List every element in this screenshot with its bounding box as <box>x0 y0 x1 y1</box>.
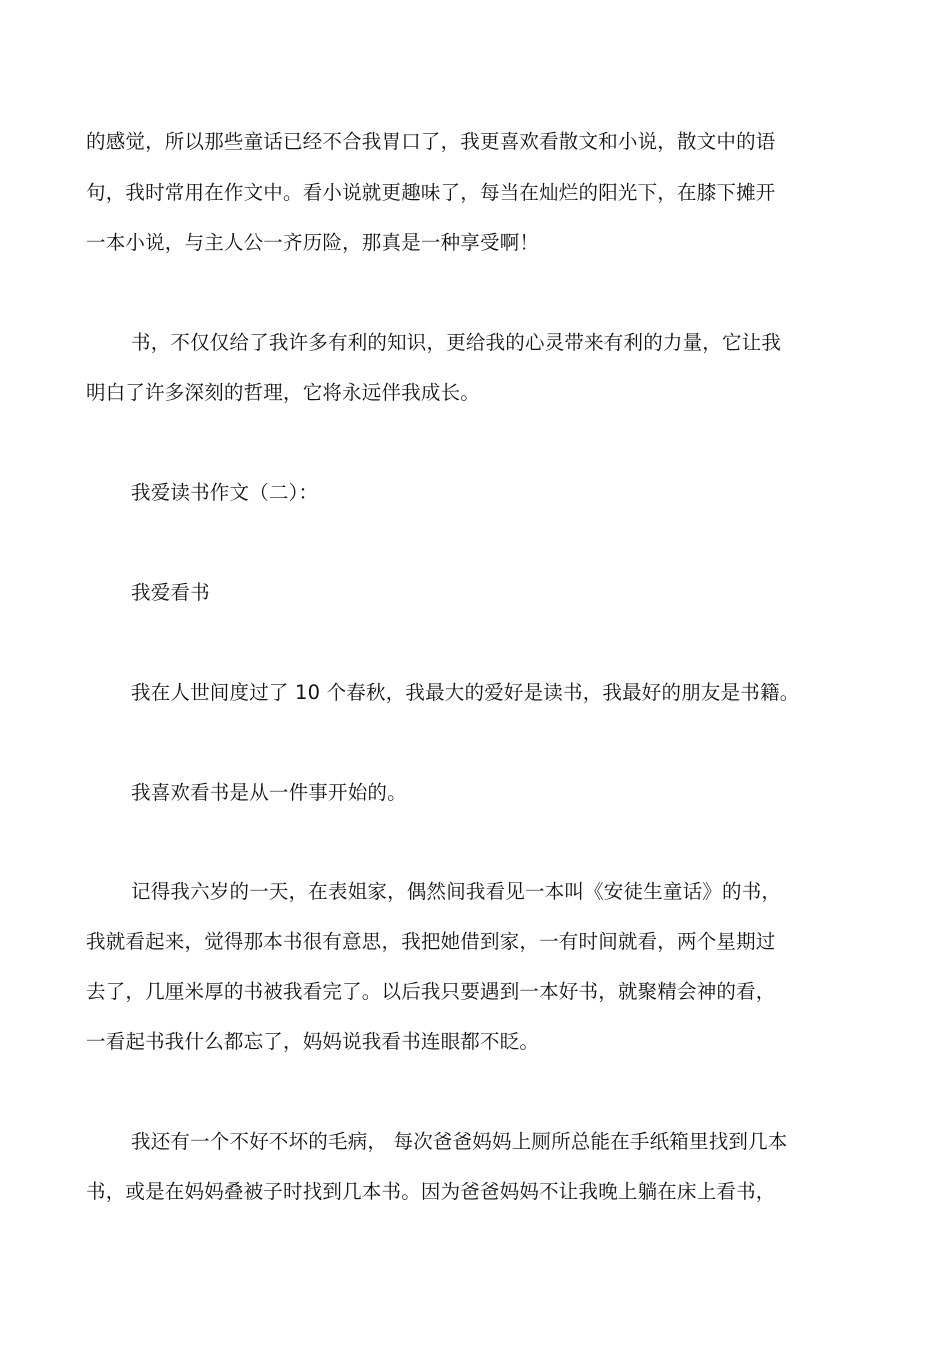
text-line: 我在人世间度过了 10 个春秋，我最大的爱好是读书，我最好的朋友是书籍。 <box>131 681 800 704</box>
text-line: 一本小说，与主人公一齐历险，那真是一种享受啊！ <box>86 231 540 254</box>
text-line: 我还有一个不好不坏的毛病， 每次爸爸妈妈上厕所总能在手纸箱里找到几本 <box>131 1130 788 1153</box>
text-line: 去了，几厘米厚的书被我看完了。以后我只要遇到一本好书，就聚精会神的看， <box>86 980 776 1003</box>
essay-title: 我爱看书 <box>131 581 210 604</box>
text-line: 我就看起来，觉得那本书很有意思，我把她借到家，一有时间就看，两个星期过 <box>86 930 776 953</box>
text-line: 句，我时常用在作文中。看小说就更趣味了，每当在灿烂的阳光下，在膝下摊开 <box>86 181 776 204</box>
text-line: 书，或是在妈妈叠被子时找到几本书。因为爸爸妈妈不让我晚上躺在床上看书， <box>86 1180 776 1203</box>
text-line: 的感觉，所以那些童话已经不合我胃口了，我更喜欢看散文和小说，散文中的语 <box>86 130 776 153</box>
text-line: 一看起书我什么都忘了，妈妈说我看书连眼都不眨。 <box>86 1030 540 1053</box>
text-line: 我喜欢看书是从一件事开始的。 <box>131 781 407 804</box>
text-line: 记得我六岁的一天，在表姐家，偶然间我看见一本叫《安徒生童话》的书， <box>131 880 782 903</box>
text-line: 书，不仅仅给了我许多有利的知识，更给我的心灵带来有利的力量，它让我 <box>131 331 782 354</box>
text-line: 明白了许多深刻的哲理，它将永远伴我成长。 <box>86 381 481 404</box>
section-heading: 我爱读书作文（二）： <box>131 481 319 504</box>
